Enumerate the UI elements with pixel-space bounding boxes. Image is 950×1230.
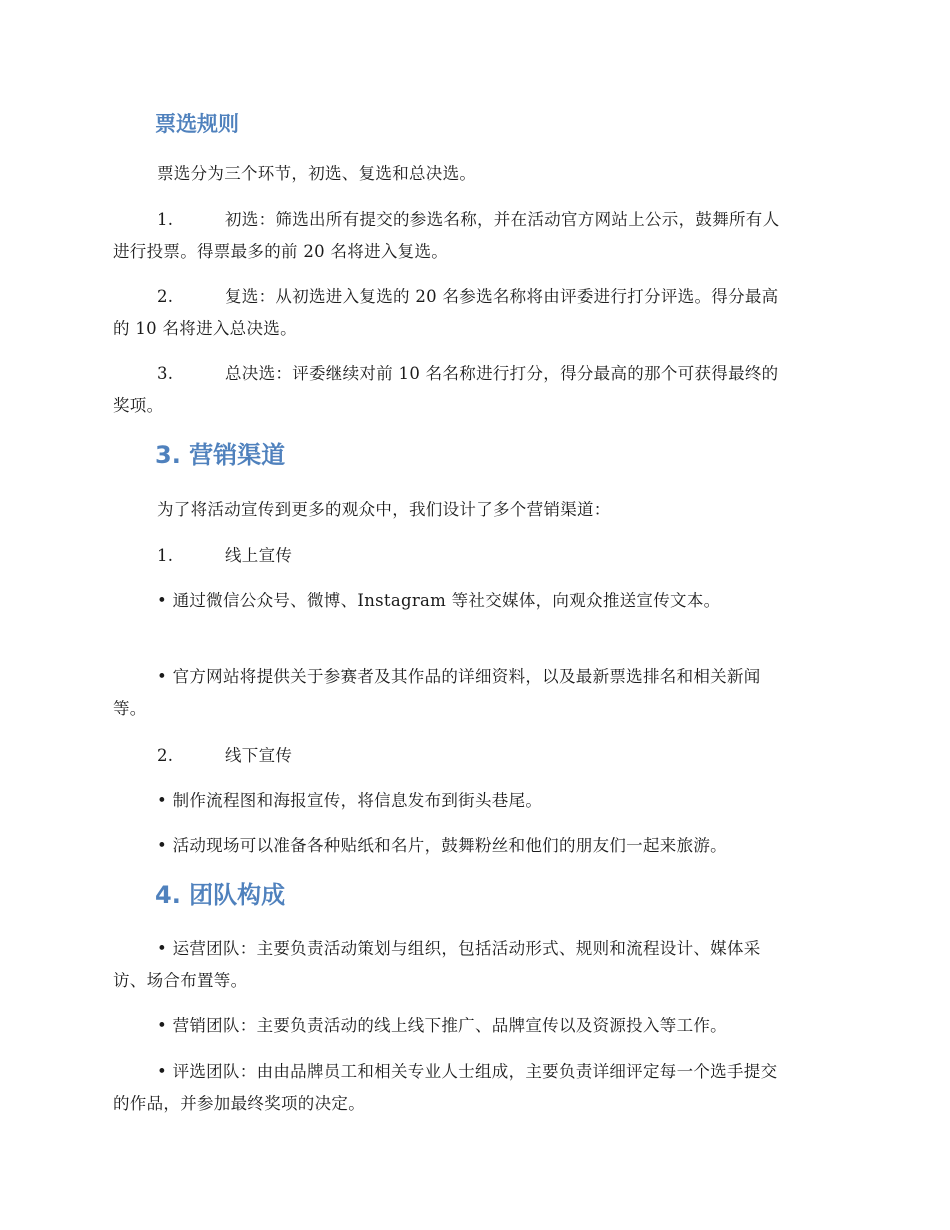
offline-bullet-2	[113, 830, 840, 862]
list-number: 1.	[157, 546, 174, 565]
voting-step-2	[113, 281, 840, 345]
list-text: 总决选：评委继续对前 10 名名称进行打分，得分最高的那个可获得最终的	[225, 364, 779, 383]
list-number: 2.	[157, 746, 174, 765]
voting-step-1	[113, 204, 840, 268]
team-ops	[113, 933, 840, 997]
bullet-text: • 通过微信公众号、微博、Instagram 等社交媒体，向观众推送宣传文本。	[157, 591, 721, 610]
voting-intro	[113, 158, 840, 190]
section-heading-team: 4. 团队构成	[155, 881, 286, 909]
bullet-text-continued: 访、场合布置等。	[113, 971, 248, 990]
bullet-text: • 运营团队：主要负责活动策划与组织，包括活动形式、规则和流程设计、媒体采	[157, 939, 761, 958]
team-judges	[113, 1056, 840, 1120]
online-bullet-2	[113, 661, 840, 725]
marketing-intro	[113, 494, 840, 526]
list-text: 线下宣传	[225, 746, 293, 765]
paragraph: 为了将活动宣传到更多的观众中，我们设计了多个营销渠道：	[157, 500, 611, 519]
bullet-text: • 制作流程图和海报宣传，将信息发布到街头巷尾。	[157, 791, 543, 810]
bullet-text: • 活动现场可以准备各种贴纸和名片，鼓舞粉丝和他们的朋友们一起来旅游。	[157, 836, 727, 855]
list-text-continued: 的 10 名将进入总决选。	[113, 319, 297, 338]
offline-bullet-1	[113, 785, 840, 817]
marketing-online-item	[113, 540, 840, 572]
section-heading-voting: 票选规则	[155, 112, 239, 136]
voting-step-3	[113, 358, 840, 422]
list-text: 线上宣传	[225, 546, 293, 565]
bullet-text: • 评选团队：由由品牌员工和相关专业人士组成，主要负责详细评定每一个选手提交	[157, 1062, 778, 1081]
bullet-text-continued: 的作品，并参加最终奖项的决定。	[113, 1094, 365, 1113]
list-text-continued: 奖项。	[113, 396, 164, 415]
bullet-text: • 营销团队：主要负责活动的线上线下推广、品牌宣传以及资源投入等工作。	[157, 1016, 727, 1035]
list-number: 1.	[157, 210, 174, 229]
marketing-offline-item	[113, 740, 840, 772]
list-text-continued: 进行投票。得票最多的前 20 名将进入复选。	[113, 242, 449, 261]
team-marketing	[113, 1010, 840, 1042]
paragraph: 票选分为三个环节，初选、复选和总决选。	[157, 164, 477, 183]
list-number: 2.	[157, 287, 174, 306]
list-text: 初选：筛选出所有提交的参选名称，并在活动官方网站上公示，鼓舞所有人	[225, 210, 780, 229]
list-text: 复选：从初选进入复选的 20 名参选名称将由评委进行打分评选。得分最高	[225, 287, 779, 306]
bullet-text: • 官方网站将提供关于参赛者及其作品的详细资料，以及最新票选排名和相关新闻	[157, 667, 761, 686]
section-heading-marketing: 3. 营销渠道	[155, 441, 286, 469]
bullet-text-continued: 等。	[113, 699, 147, 718]
list-number: 3.	[157, 364, 174, 383]
online-bullet-1	[113, 585, 840, 617]
